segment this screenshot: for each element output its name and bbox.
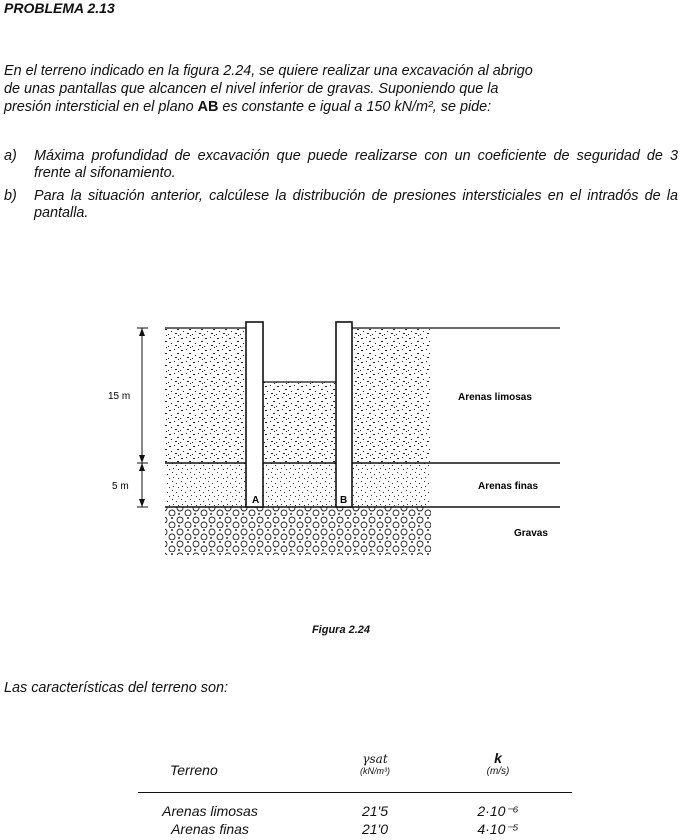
row-2-terreno: Arenas finas	[171, 821, 249, 837]
row-2-gamma: 21'0	[361, 821, 389, 837]
question-b-text: Para la situación anterior, calcúlese la distribución de presiones intersticiales en el intradós de la pantalla.	[34, 188, 678, 221]
table-header-gamma	[350, 752, 400, 776]
question-b	[4, 188, 678, 221]
soil-properties-intro: Las características del terreno son:	[4, 680, 228, 696]
row-1-k: 2·10⁻⁶	[477, 803, 519, 819]
statement-line-1: En el terreno indicado en la figura 2.24, se quiere realizar una excavación al abrigo	[4, 63, 533, 79]
point-b-label: B	[340, 495, 348, 506]
soil-profile-figure	[0, 300, 682, 570]
fine-sand-layer-right	[352, 463, 430, 507]
gravel-layer	[165, 507, 431, 555]
dimension-15m: 15 m	[108, 391, 131, 402]
dimension-5m: 5 m	[112, 481, 129, 492]
figure-caption: Figura 2.24	[311, 624, 371, 636]
plane-ab-label: AB	[197, 99, 219, 115]
table-rule	[138, 792, 572, 793]
gamma-unit: (kN/m³)	[360, 766, 390, 776]
silt-layer-left	[165, 328, 246, 463]
fine-sand-layer-center	[263, 463, 336, 507]
fine-sand-layer-left	[165, 463, 246, 507]
silt-layer-center	[263, 382, 336, 463]
problem-statement	[4, 62, 678, 116]
gamma-symbol: γsat	[362, 752, 388, 766]
table-header-k	[478, 750, 518, 777]
row-1-terreno: Arenas limosas	[162, 803, 258, 819]
question-b-label: b)	[4, 188, 17, 204]
question-a	[4, 148, 678, 181]
k-unit: (m/s)	[486, 766, 510, 777]
statement-line-3-post: es constante e igual a 150 kN/m², se pide:	[218, 99, 492, 115]
sheet-pile-left	[246, 322, 263, 507]
table-header-terreno: Terreno	[170, 762, 218, 778]
point-a-label: A	[252, 495, 260, 506]
silt-layer-right	[352, 328, 430, 463]
k-symbol: k	[494, 750, 502, 766]
statement-line-3-pre: presión intersticial en el plano	[4, 99, 198, 115]
row-2-k: 4·10⁻⁵	[477, 821, 519, 837]
row-1-gamma: 21'5	[361, 803, 389, 819]
layer-label-arenas-limosas: Arenas limosas	[458, 392, 532, 403]
question-a-text: Máxima profundidad de excavación que puede realizarse con un coeficiente de seguridad de 3 frente al sifonamiento.	[34, 148, 678, 181]
problem-title: PROBLEMA 2.13	[4, 0, 115, 16]
statement-line-2: de unas pantallas que alcancen el nivel inferior de gravas. Suponiendo que la	[4, 81, 499, 97]
layer-label-arenas-finas: Arenas finas	[478, 481, 539, 492]
sheet-pile-right	[336, 322, 352, 507]
layer-label-gravas: Gravas	[514, 528, 548, 539]
question-a-label: a)	[4, 148, 17, 164]
